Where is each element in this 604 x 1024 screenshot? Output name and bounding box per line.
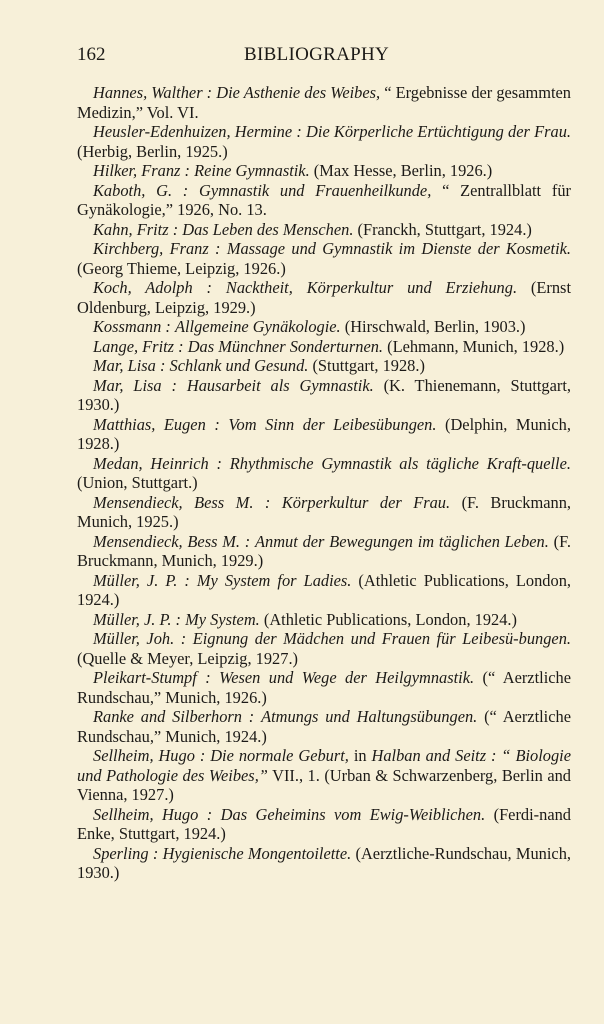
entry-author: Kossmann :	[93, 317, 171, 336]
bibliography-entry	[77, 746, 571, 805]
entry-title: Massage und Gymnastik im Dienste der Kosmetik.	[226, 239, 572, 258]
bibliography-entry	[77, 356, 571, 376]
entry-author: Koch, Adolph :	[93, 278, 212, 297]
entry-title: Atmungs und Haltungsübungen.	[261, 707, 478, 726]
bibliography-entry	[77, 376, 571, 415]
entry-author: Lange, Fritz :	[93, 336, 184, 356]
bibliography-entry	[77, 239, 571, 278]
bibliography-entry	[77, 532, 571, 571]
entry-title: Das Geheimins vom Ewig-Weiblichen.	[220, 804, 486, 824]
entry-details: (Athletic Publications, London, 1924.)	[259, 609, 517, 629]
bibliography-entry	[77, 220, 571, 240]
entry-title: Vom Sinn der Leibesübungen.	[228, 414, 437, 434]
entry-details: (Union, Stuttgart.)	[77, 473, 198, 492]
entry-details: (Max Hesse, Berlin, 1926.)	[309, 161, 493, 180]
entry-author: Müller, Joh. :	[93, 629, 187, 648]
entry-title: Gymnastik und Frauenheilkunde,	[199, 180, 432, 200]
entry-author: Kaboth, G. :	[93, 180, 189, 200]
entry-author: Mar, Lisa :	[93, 375, 177, 395]
bibliography-entry	[77, 629, 571, 668]
entry-author: Heusler-Edenhuizen, Hermine :	[93, 122, 302, 141]
entry-title: Hygienische Mongentoilette.	[162, 843, 352, 863]
entry-author: Mar, Lisa :	[93, 356, 166, 375]
entry-author: Sellheim, Hugo :	[93, 804, 213, 824]
bibliography-list	[77, 83, 571, 883]
entry-author: Hannes, Walther :	[93, 83, 213, 102]
entry-details: (Stuttgart, 1928.)	[308, 356, 425, 375]
entry-details: (K. Thienemann, Stuttgart, 1930.)	[77, 375, 572, 414]
entry-author: Medan, Heinrich :	[93, 453, 222, 473]
entry-author: Sperling :	[93, 843, 159, 863]
entry-details: (F. Bruckmann, Munich, 1929.)	[77, 531, 571, 570]
entry-author: Pleikart-Stumpf :	[93, 668, 211, 687]
entry-title: My System for Ladies.	[196, 570, 352, 590]
entry-title: Schlank und Gesund.	[169, 356, 309, 375]
entry-details: “ Ergebnisse der gesammten Medizin,” Vol. VI.	[77, 83, 571, 122]
bibliography-entry	[77, 278, 571, 317]
bibliography-entry	[77, 122, 571, 161]
bibliography-entry	[77, 161, 571, 181]
entry-details-more: VII., 1. (Urban & Schwarzenberg, Berlin and Vienna, 1927.)	[77, 765, 571, 804]
entry-details: (Herbig, Berlin, 1925.)	[77, 141, 228, 161]
entry-author: Kirchberg, Franz :	[93, 239, 221, 258]
entry-author: Matthias, Eugen :	[93, 414, 220, 434]
entry-title: Allgemeine Gynäkologie.	[174, 317, 341, 336]
bibliography-entry	[77, 668, 571, 707]
bibliography-entry	[77, 610, 571, 630]
entry-details: (Hirschwald, Berlin, 1903.)	[340, 317, 526, 336]
entry-title: Das Leben des Menschen.	[182, 219, 354, 239]
entry-title: Rhythmische Gymnastik als tägliche Kraft-quelle.	[229, 453, 571, 473]
bibliography-entry	[77, 317, 571, 337]
entry-title: Die Körperliche Ertüchtigung der Frau.	[306, 122, 571, 141]
entry-author: Hilker, Franz :	[93, 161, 190, 180]
entry-author: Mensendieck, Bess M. :	[93, 492, 271, 512]
bibliography-entry	[77, 493, 571, 532]
bibliography-entry	[77, 571, 571, 610]
entry-title: Die normale Geburt,	[210, 746, 349, 765]
entry-details: (Lehmann, Munich, 1928.)	[383, 336, 565, 356]
bibliography-entry	[77, 454, 571, 493]
entry-title: My System.	[185, 609, 260, 629]
bibliography-entry	[77, 415, 571, 454]
entry-author: Mensendieck, Bess M. :	[93, 531, 251, 551]
entry-author: Sellheim, Hugo :	[93, 746, 206, 765]
entry-title: Reine Gymnastik.	[194, 161, 310, 180]
entry-details: (Ernst Oldenburg, Leipzig, 1929.)	[77, 278, 571, 317]
page-header	[0, 44, 604, 72]
entry-title: Nacktheit, Körperkultur und Erziehung.	[225, 278, 518, 297]
running-title: BIBLIOGRAPHY	[244, 44, 390, 65]
bibliography-entry	[77, 83, 571, 122]
entry-title: Körperkultur der Frau.	[281, 492, 451, 512]
entry-details: (Ferdi-nand Enke, Stuttgart, 1924.)	[77, 804, 571, 843]
entry-title: Die Asthenie des Weibes,	[216, 83, 381, 102]
entry-title: Hausarbeit als Gymnastik.	[186, 375, 374, 395]
entry-title: Wesen und Wege der Heilgymnastik.	[219, 668, 475, 687]
bibliography-entry	[77, 707, 571, 746]
entry-details: (Quelle & Meyer, Leipzig, 1927.)	[77, 648, 299, 668]
entry-details: (Athletic Publications, London, 1924.)	[77, 570, 571, 609]
entry-details: (“ Aerztliche Rundschau,” Munich, 1924.)	[77, 707, 571, 746]
entry-details: (Franckh, Stuttgart, 1924.)	[353, 219, 532, 239]
entry-author: Ranke and Silberhorn :	[93, 707, 255, 726]
entry-source: Halban and Seitz : “ Biologie und Pathologie des Weibes,”	[77, 746, 571, 785]
bibliography-entry	[77, 181, 571, 220]
bibliography-entry	[77, 337, 571, 357]
entry-details: (Georg Thieme, Leipzig, 1926.)	[77, 258, 286, 278]
entry-details: (Aerztliche-Rundschau, Munich, 1930.)	[77, 843, 571, 882]
bibliography-entry	[77, 844, 571, 883]
entry-details: in	[348, 746, 372, 765]
entry-details: (“ Aerztliche Rundschau,” Munich, 1926.)	[77, 668, 571, 707]
page-number: 162	[77, 44, 106, 65]
bibliography-entry	[77, 805, 571, 844]
entry-title: Das Münchner Sonderturnen.	[187, 336, 384, 356]
entry-details: (Delphin, Munich, 1928.)	[77, 414, 571, 453]
entry-author: Kahn, Fritz :	[93, 219, 179, 239]
entry-details: (F. Bruckmann, Munich, 1925.)	[77, 492, 571, 531]
entry-title: Eignung der Mädchen und Frauen für Leibesü-bungen.	[192, 629, 571, 648]
entry-details: “ Zentrallblatt für Gynäkologie,” 1926, No. 13.	[77, 180, 571, 219]
entry-author: Müller, J. P. :	[93, 570, 190, 590]
entry-title: Anmut der Bewegungen im täglichen Leben.	[255, 531, 549, 551]
entry-author: Müller, J. P. :	[93, 609, 182, 629]
